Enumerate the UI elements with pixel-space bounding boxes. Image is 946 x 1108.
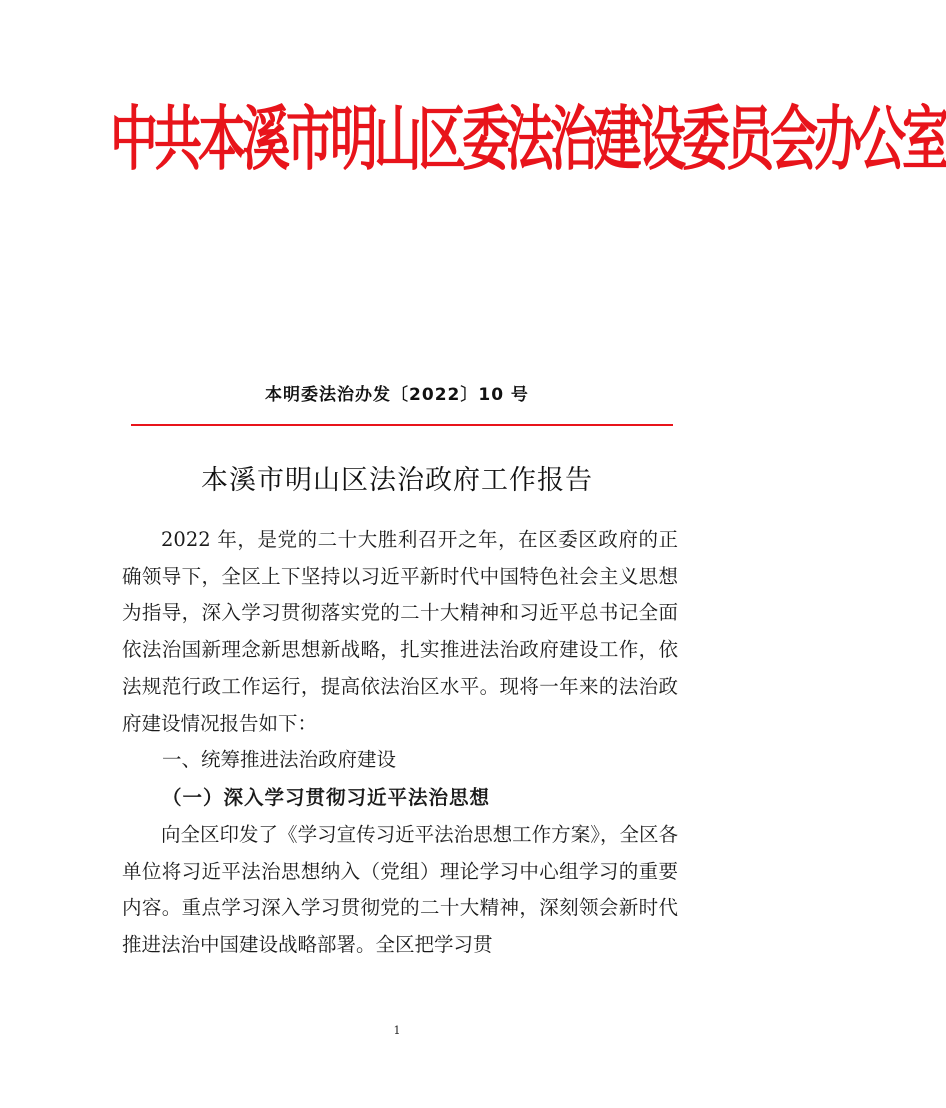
section-heading: 一、统筹推进法治政府建设 — [162, 748, 397, 772]
document-title: 本溪市明山区法治政府工作报告 — [201, 465, 593, 496]
intro-paragraph: 2022 年，是党的二十大胜利召开之年，在区委区政府的正确领导下，全区上下坚持以习近平新时代中国特色社会主义思想为指导，深入学习贯彻落实党的二十大精神和习近平总书记全面依法治国新理念新思想新战略，扎实推进法治政府建设工作，依法规范行政工作运行，提高依法治区水平。现将一年来的法治政府建设情况报告如下： — [122, 528, 678, 735]
red-divider-line — [131, 424, 673, 426]
issuing-office-masthead: 中共本溪市明山区委法治建设委员会办公室 — [110, 99, 946, 181]
page-number: 1 — [393, 1024, 401, 1037]
document-number: 本明委法治办发〔2022〕10 号 — [265, 385, 529, 405]
document-body — [122, 522, 678, 964]
subsection-paragraph: 向全区印发了《学习宣传习近平法治思想工作方案》，全区各单位将习近平法治思想纳入（党组）理论学习中心组学习的重要内容。重点学习深入学习贯彻党的二十大精神，深刻领会新时代推进法治中国建设战略部署。全区把学习贯 — [122, 822, 678, 957]
subsection-heading: （一）深入学习贯彻习近平法治思想 — [162, 785, 491, 809]
